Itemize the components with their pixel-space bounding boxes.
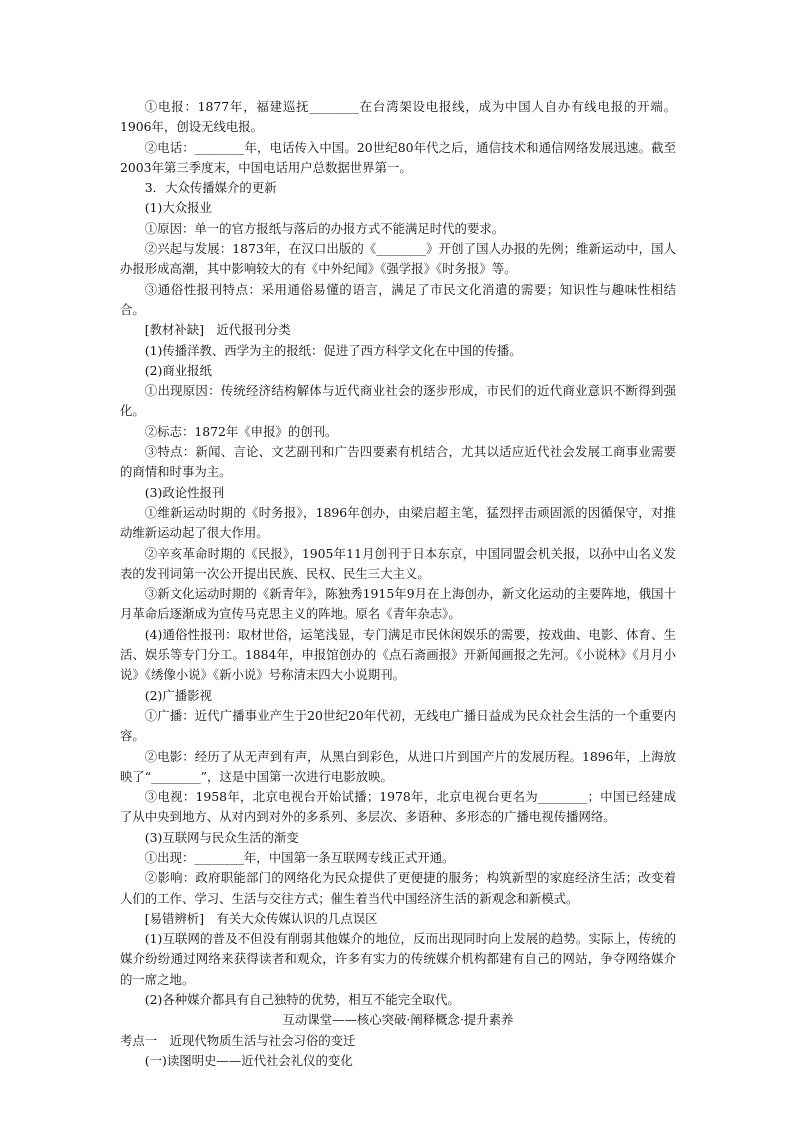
heading-exam-point-one: 考点一 近现代物质生活与社会习俗的变迁: [120, 1032, 356, 1048]
paragraph-telegraph: ①电报：1877年，福建巡抚________在台湾架设电报线，成为中国人自办有线电报的开端。1906年，创设无线电报。: [120, 99, 676, 135]
paragraph-internet-appearance: ①出现：________年，中国第一条互联网专线正式开通。: [144, 849, 455, 865]
document-body: [120, 97, 676, 1071]
paragraph-error-two: (2)各种媒介都具有自己独特的优势，相互不能完全取代。: [144, 992, 460, 1008]
paragraph-commercial-mark: ②标志：1872年《申报》的创刊。: [144, 423, 338, 439]
section-title-interactive-class: 互动课堂——核心突破·阐释概念·提升素养: [282, 1012, 514, 1028]
paragraph-telephone: ②电话：________年，电话传入中国。20世纪80年代之后，通信技术和通信网络发展迅速。截至2003年第三季度末，中国电话用户总数据世界第一。: [120, 139, 676, 175]
paragraph-popular-press-features: ③通俗性报刊特点：采用通俗易懂的语言，满足了市民文化消遣的需要；知识性与趣味性相结合。: [120, 281, 676, 317]
paragraph-missionary-papers: (1)传播洋教、西学为主的报纸：促进了西方科学文化在中国的传播。: [144, 342, 522, 358]
paragraph-popular-periodicals: (4)通俗性报刊：取材世俗，运笔浅显，专门满足市民休闲娱乐的需要，按戏曲、电影、体育、生活、娱乐等专门分工。1884年，申报馆创办的《点石斋画报》开新闻画报之先河。《小说林》《月月小说》《绣像小说》《新小说》号称清末四大小说期刊。: [120, 626, 676, 683]
paragraph-television: ③电视：1958年，北京电视台开始试播；1978年，北京电视台更名为________；中国已经建成了从中央到地方、从对内到对外的多系列、多层次、多语种、多形态的广播电视传播网络。: [120, 789, 676, 825]
subheading-internet: (3)互联网与民众生活的渐变: [144, 829, 299, 845]
paragraph-commercial-features: ③特点：新闻、言论、文艺副刊和广告四要素有机结合，尤其以适应近代社会发展工商事业需要的商情和时事为主。: [120, 444, 676, 480]
section-heading-mass-media: 3．大众传播媒介的更新: [144, 180, 277, 196]
paragraph-shiwubao: ①维新运动时期的《时务报》，1896年创办，由梁启超主笔，猛烈抨击顽固派的因循保守，对推动维新运动起了很大作用。: [120, 504, 676, 541]
paragraph-radio: ①广播：近代广播事业产生于20世纪20年代初，无线电广播日益成为民众社会生活的一个重要内容。: [120, 707, 676, 744]
note-heading-textbook-supplement: [教材补缺] 近代报刊分类: [144, 322, 291, 338]
paragraph-internet-impact: ②影响：政府职能部门的网络化为民众提供了更便捷的服务；构筑新型的家庭经济生活；改变着人们的工作、学习、生活与交往方式；催生着当代中国经济生活的新观念和新模式。: [120, 870, 676, 906]
paragraph-film: ②电影：经历了从无声到有声，从黑白到彩色，从进口片到国产片的发展历程。1896年，上海放映了“________”，这是中国第一次进行电影放映。: [120, 748, 676, 784]
paragraph-press-cause: ①原因：单一的官方报纸与落后的办报方式不能满足时代的要求。: [144, 220, 505, 236]
paragraph-new-youth: ③新文化运动时期的《新青年》，陈独秀1915年9月在上海创办，新文化运动的主要阵地，俄国十月革命后逐渐成为宣传马克思主义的阵地。原名《青年杂志》。: [120, 586, 676, 622]
heading-read-images: (一)读图明史——近代社会礼仪的变化: [144, 1052, 353, 1068]
paragraph-commercial-cause: ①出现原因：传统经济结构解体与近代商业社会的逐步形成，市民们的近代商业意识不断得到强化。: [120, 383, 676, 419]
paragraph-minbao: ②辛亥革命时期的《民报》，1905年11月创刊于日本东京，中国同盟会机关报，以孙中山名义发表的发刊词第一次公开提出民族、民权、民生三大主义。: [120, 545, 676, 581]
paragraph-error-one: (1)互联网的普及不但没有削弱其他媒介的地位，反而出现同时向上发展的趋势。实际上，传统的媒介纷纷通过网络来获得读者和观众，许多有实力的传统媒介机构都建有自己的网站，争夺网络媒介的一席之地。: [120, 931, 676, 987]
subheading-mass-press: (1)大众报业: [144, 200, 212, 216]
paragraph-press-rise: ②兴起与发展：1873年，在汉口出版的《________》开创了国人办报的先例；维新运动中，国人办报形成高潮，其中影响较大的有《中外纪闻》《强学报》《时务报》等。: [120, 241, 676, 277]
subheading-broadcast-film: (2)广播影视: [144, 687, 212, 703]
subheading-commercial-papers: (2)商业报纸: [144, 362, 212, 378]
subheading-political-papers: (3)政论性报刊: [144, 484, 225, 500]
note-heading-common-errors: [易错辨析] 有关大众传媒认识的几点误区: [144, 910, 378, 926]
